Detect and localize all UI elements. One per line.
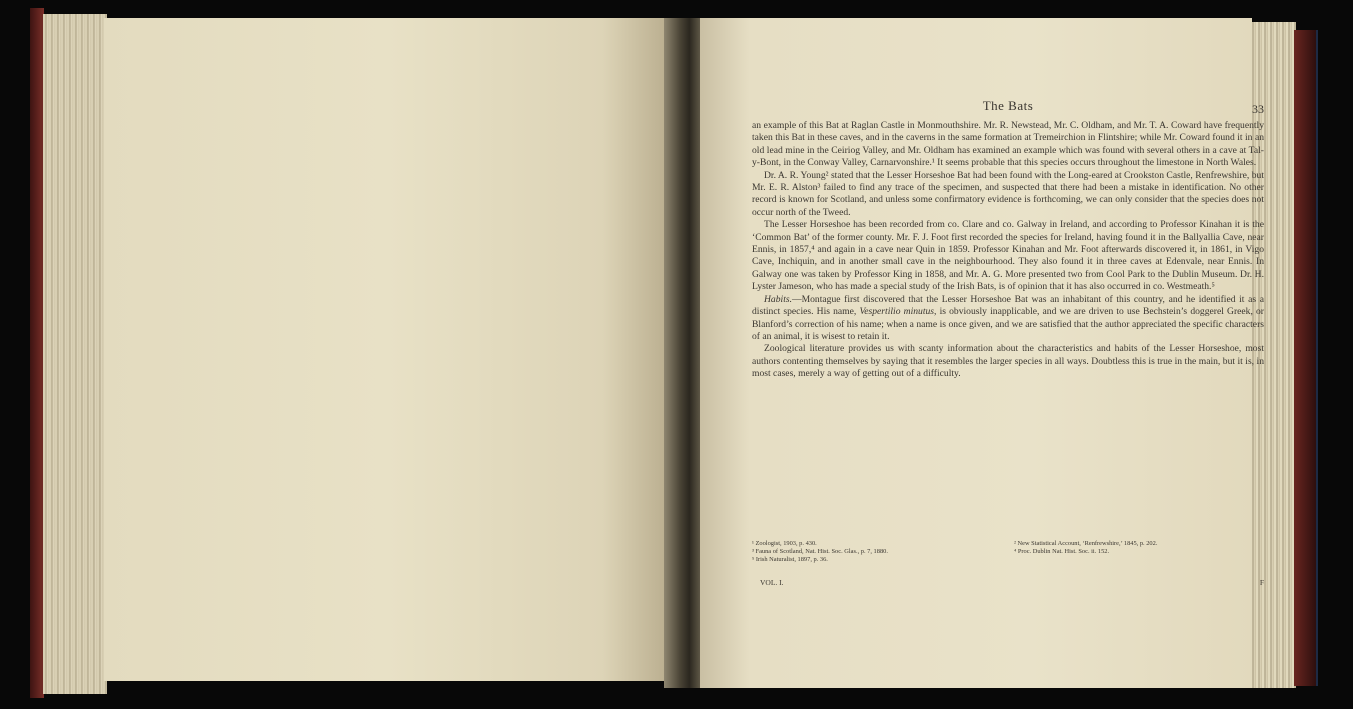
right-cover: [1294, 30, 1318, 686]
running-title: The Bats: [982, 98, 1034, 113]
page-body: [752, 120, 1264, 381]
left-page-edges: [40, 14, 107, 694]
page-number: 33: [1252, 102, 1264, 116]
footnote-5: ⁵ Irish Naturalist, 1897, p. 36.: [752, 556, 828, 563]
signature-mark: F: [1259, 578, 1264, 587]
footnote-row: [752, 556, 1264, 564]
footnote-2: ² New Statistical Account, ‘Renfrewshire,’ 1845, p. 202.: [1014, 540, 1158, 547]
page-text: [752, 96, 1264, 696]
habits-heading: Habits.: [764, 293, 792, 305]
signature-line: [752, 578, 1264, 590]
footnote-3: ³ Fauna of Scotland, Nat. Hist. Soc. Glas., p. 7, 1880.: [752, 548, 888, 555]
footnote-4: ⁴ Proc. Dublin Nat. Hist. Soc. ii. 152.: [1014, 548, 1110, 555]
left-page-blank: [104, 18, 670, 681]
footnote-row: [752, 540, 1264, 548]
footnote-row: [752, 548, 1264, 556]
paragraph-4-part-b: , is obviously inapplicable, and we are driven to use Bechstein’s doggerel Greek, or Blanford’s correction of his name; when a name is once given, and we are satisfied that the author appreciated the specific characters of an animal, it is wisest to retain it.: [752, 306, 1265, 342]
footnotes: [752, 540, 1264, 564]
paragraph-5: Zoological literature provides us with scanty information about the characteristics and habits of the Lesser Horseshoe, most authors contenting themselves by saying that it resembles the larger species in all ways. Doubtless this is true in the main, but it is, in most cases, merely a way of getting out of a difficulty.: [752, 343, 1264, 380]
paragraph-4: [752, 294, 1264, 344]
paragraph-1: an example of this Bat at Raglan Castle in Monmouthshire. Mr. R. Newstead, Mr. C. Oldham, and Mr. T. A. Coward have frequently taken this Bat in these caves, and in the caverns in the same formation at Tremeirchion in Flintshire; while Mr. Coward found it in an old lead mine in the Ceiriog Valley, and Mr. Oldham has examined an example which was found with several others in a cave at Tal-y-Bont, in the Conway Valley, Carnarvonshire.¹ It seems probable that this species occurs throughout the limestone in North Wales.: [752, 120, 1264, 169]
paragraph-4-part-a: —Montague first discovered that the Lesser Horseshoe Bat was an inhabitant of this country, and he identified it as a distinct species. His name,: [752, 293, 1264, 318]
paragraph-2: Dr. A. R. Young² stated that the Lesser Horseshoe Bat had been found with the Long-eared at Crookston Castle, Renfrewshire, but Mr. E. R. Alston³ failed to find any trace of the specimen, and suspected that there had been a mistake in identification. No other record is known for Scotland, and unless some confirmatory evidence is forthcoming, we can only consider that the species does not occur north of the Tweed.: [752, 169, 1264, 218]
volume-mark: VOL. I.: [760, 578, 784, 587]
footnote-1: ¹ Zoologist, 1903, p. 430.: [752, 540, 817, 547]
species-name: Vespertilio minutus: [859, 306, 935, 318]
paragraph-3: The Lesser Horseshoe has been recorded from co. Clare and co. Galway in Ireland, and according to Professor Kinahan it is the ‘Common Bat’ of the former county. Mr. F. J. Foot first recorded the species for Ireland, having found it in the Ballyallia Cave, near Ennis, in 1857,⁴ and again in a cave near Quin in 1859. Professor Kinahan and Mr. Foot afterwards discovered it, in 1861, in Vigo Cave, Inchiquin, and in another small cave in the neighbourhood. They also found it in three caves at Edenvale, near Ennis. In Galway one was taken by Professor King in 1858, and Mr. A. G. More presented two from Cool Park to the Dublin Museum. Dr. H. Lyster Jameson, who has made a special study of the Irish Bats, is of opinion that it has also occurred in co. Westmeath.⁵: [752, 219, 1264, 293]
